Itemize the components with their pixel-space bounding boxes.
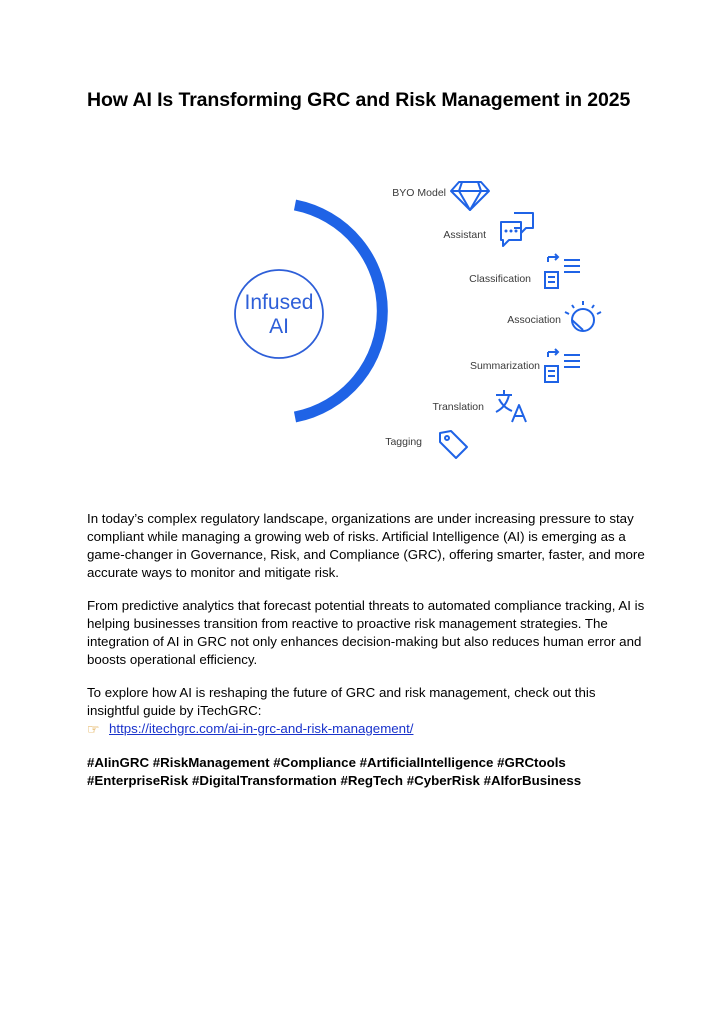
core-label-line2: AI <box>269 315 289 338</box>
core-circle <box>235 270 323 358</box>
paragraph-explore <box>87 684 647 738</box>
hand-pointing-right-icon: ☞ <box>87 721 100 737</box>
diamond-icon <box>451 182 489 210</box>
itechgrc-link[interactable]: https://itechgrc.com/ai-in-grc-and-risk-management/ <box>109 721 414 736</box>
chat-dots <box>505 230 518 233</box>
item-label-tagging: Tagging <box>385 436 422 448</box>
item-label-association: Association <box>507 314 561 326</box>
hashtags <box>87 754 647 790</box>
classification-icon <box>545 254 580 288</box>
item-label-summarization: Summarization <box>469 360 540 372</box>
tag-icon <box>440 431 467 458</box>
core-label-line1: Infused <box>244 291 314 314</box>
hashtags-line1: #AIinGRC #RiskManagement #Compliance #ArtificialIntelligence #GRCtools <box>87 755 566 770</box>
hashtags-line2: #EnterpriseRisk #DigitalTransformation #RegTech #CyberRisk #AIforBusiness <box>87 773 582 788</box>
paragraph-intro <box>87 510 647 582</box>
paragraph-analytics <box>87 597 647 669</box>
infused-ai-figure <box>225 160 625 480</box>
item-label-translation: Translation <box>432 401 484 413</box>
infused-ai-diagram <box>225 160 625 480</box>
page-title: How AI Is Transforming GRC and Risk Management in 2025 <box>87 89 631 111</box>
paragraph-text: From predictive analytics that forecast potential threats to automated compliance tracking, AI is helping businesses transition from reactive to proactive risk management strategies. The integration of AI in GRC not only enhances decision-making but also reduces human error and boosts operational efficiency. <box>87 598 645 667</box>
association-icon <box>565 301 601 331</box>
chat-bubbles-icon <box>501 213 533 246</box>
paragraph-text: To explore how AI is reshaping the future of GRC and risk management, check out this insightful guide by iTechGRC: <box>87 685 596 718</box>
item-label-byo-model: BYO Model <box>392 187 446 199</box>
item-label-assistant: Assistant <box>443 229 486 241</box>
translation-icon <box>496 390 526 422</box>
item-label-classification: Classification <box>469 273 531 285</box>
paragraph-text: In today’s complex regulatory landscape, organizations are under increasing pressure to stay compliant while managing a growing web of risks. Artificial Intelligence (AI) is emerging as a game-changer in Governance, Risk, and Compliance (GRC), offering smarter, faster, and more accurate ways to monitor and mitigate risk. <box>87 511 645 580</box>
link-line <box>87 720 647 738</box>
summarization-icon <box>545 349 580 382</box>
